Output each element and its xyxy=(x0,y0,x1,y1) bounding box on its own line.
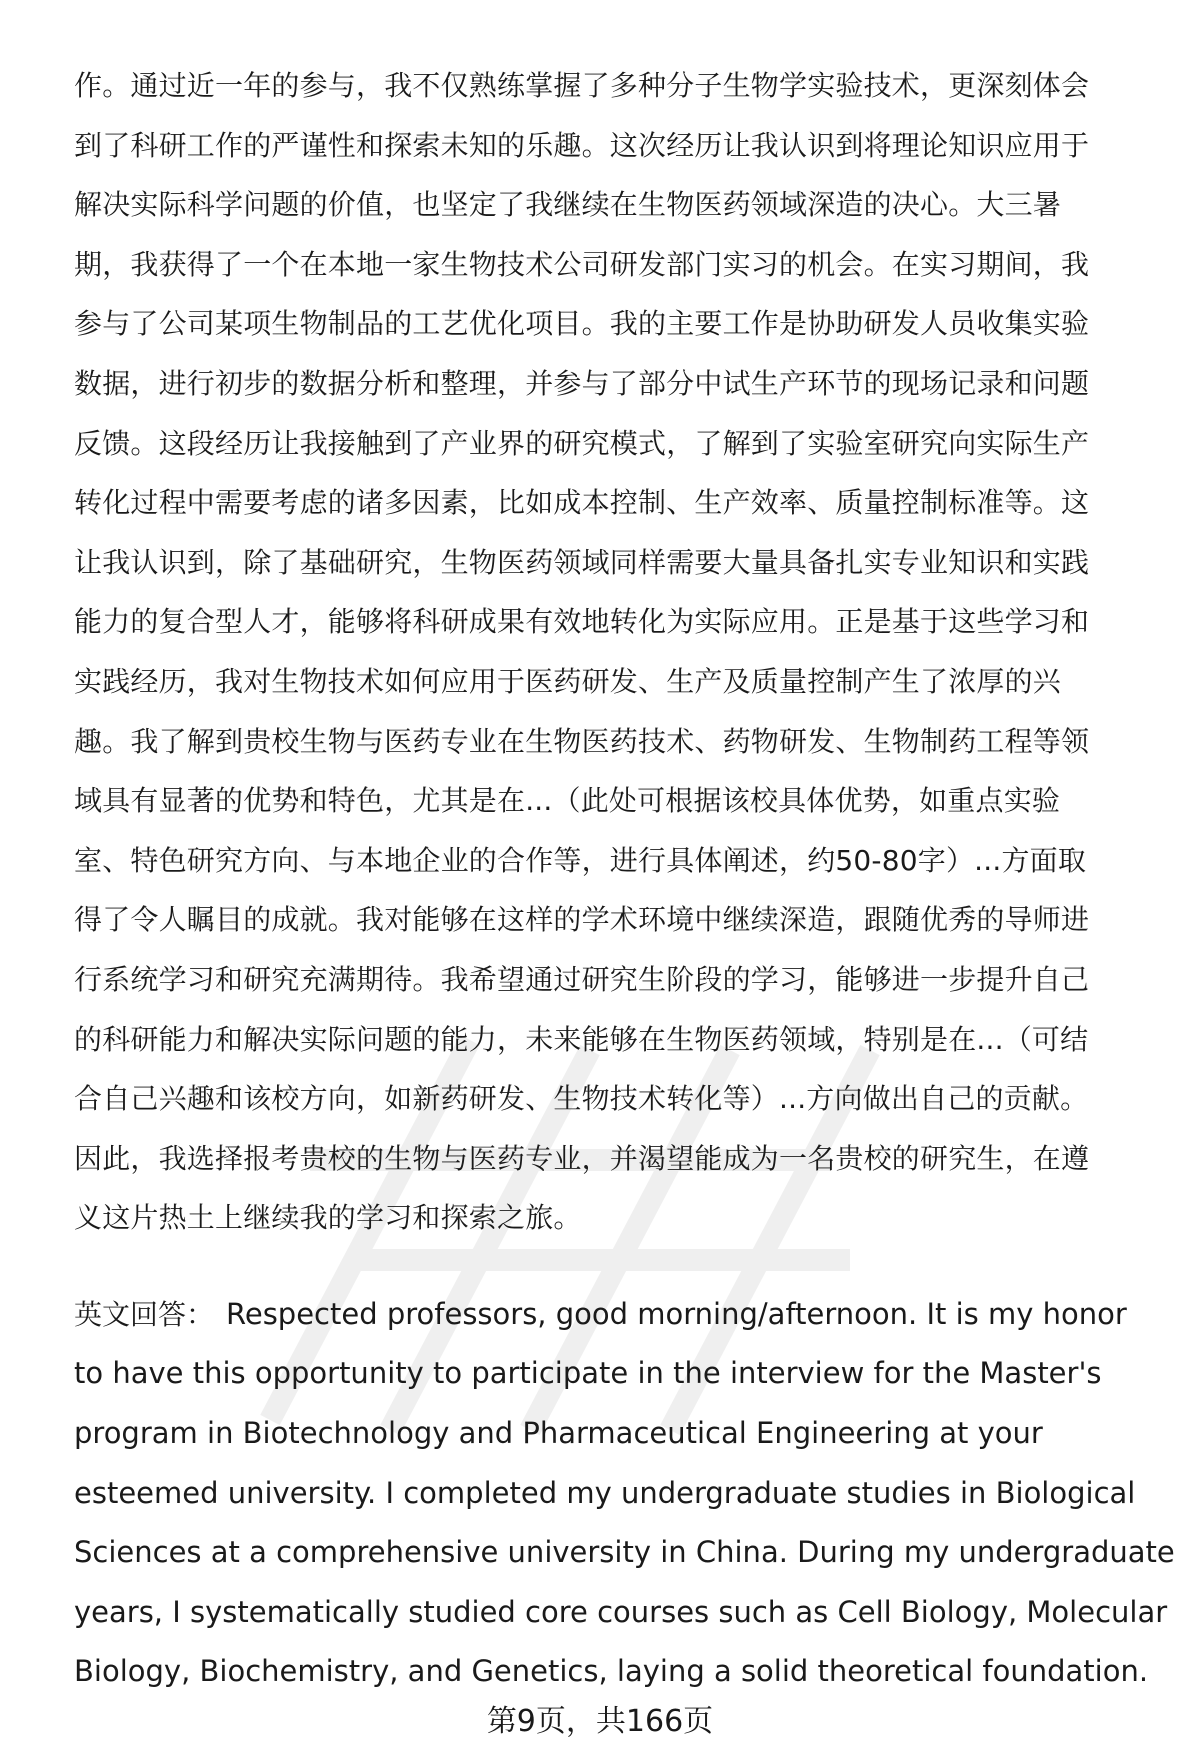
chinese-paragraph-line: 趣。我了解到贵校生物与医药专业在生物医药技术、药物研发、生物制药工程等领 xyxy=(74,724,1090,758)
chinese-paragraph-line: 行系统学习和研究充满期待。我希望通过研究生阶段的学习，能够进一步提升自己 xyxy=(74,962,1090,996)
chinese-paragraph-line: 解决实际科学问题的价值，也坚定了我继续在生物医药领域深造的决心。大三暑 xyxy=(74,188,1062,222)
english-line-text: Respected professors, good morning/afternoon. It is my honor xyxy=(226,1296,1127,1331)
english-paragraph-line: years, I systematically studied core courses such as Cell Biology, Molecular xyxy=(74,1594,1168,1629)
chinese-paragraph-line: 因此，我选择报考贵校的生物与医药专业，并渴望能成为一名贵校的研究生，在遵 xyxy=(74,1141,1090,1175)
english-paragraph-line: esteemed university. I completed my undergraduate studies in Biological xyxy=(74,1475,1136,1510)
document-body xyxy=(74,56,1175,1702)
chinese-paragraph-line: 室、特色研究方向、与本地企业的合作等，进行具体阐述，约50-80字）...方面取 xyxy=(74,843,1087,877)
english-paragraph-line: program in Biotechnology and Pharmaceutical Engineering at your xyxy=(74,1416,1043,1451)
page-number-footer: 第9页，共166页 xyxy=(486,1704,714,1739)
chinese-paragraph-line: 到了科研工作的严谨性和探索未知的乐趣。这次经历让我认识到将理论知识应用于 xyxy=(74,128,1090,162)
chinese-paragraph-line: 反馈。这段经历让我接触到了产业界的研究模式，了解到了实验室研究向实际生产 xyxy=(74,426,1090,460)
chinese-paragraph-line: 得了令人瞩目的成就。我对能够在这样的学术环境中继续深造，跟随优秀的导师进 xyxy=(74,903,1090,937)
chinese-paragraph-line: 的科研能力和解决实际问题的能力，未来能够在生物医药领域，特别是在...（可结 xyxy=(74,1022,1089,1056)
english-answer-label: 英文回答： xyxy=(74,1297,215,1331)
chinese-paragraph-line: 转化过程中需要考虑的诸多因素，比如成本控制、生产效率、质量控制标准等。这 xyxy=(74,486,1090,520)
english-paragraph-line: Biology, Biochemistry, and Genetics, laying a solid theoretical foundation. xyxy=(74,1654,1149,1689)
english-paragraph-line: Sciences at a comprehensive university in China. During my undergraduate xyxy=(74,1535,1175,1570)
chinese-paragraph-line: 义这片热土上继续我的学习和探索之旅。 xyxy=(74,1201,582,1235)
chinese-paragraph-line: 参与了公司某项生物制品的工艺优化项目。我的主要工作是协助研发人员收集实验 xyxy=(74,307,1090,341)
chinese-paragraph-line: 实践经历，我对生物技术如何应用于医药研发、生产及质量控制产生了浓厚的兴 xyxy=(74,664,1062,698)
english-paragraph-line xyxy=(74,1285,1142,1345)
english-paragraph-line: to have this opportunity to participate in the interview for the Master's xyxy=(74,1356,1102,1391)
chinese-paragraph-line: 域具有显著的优势和特色，尤其是在...（此处可根据该校具体优势，如重点实验 xyxy=(74,784,1061,818)
chinese-paragraph-line: 让我认识到，除了基础研究，生物医药领域同样需要大量具备扎实专业知识和实践 xyxy=(74,545,1090,579)
chinese-paragraph-line: 能力的复合型人才，能够将科研成果有效地转化为实际应用。正是基于这些学习和 xyxy=(74,605,1090,639)
paragraph-gap xyxy=(74,1248,1142,1285)
chinese-paragraph-line: 合自己兴趣和该校方向，如新药研发、生物技术转化等）...方向做出自己的贡献。 xyxy=(74,1082,1089,1116)
chinese-paragraph-line: 作。通过近一年的参与，我不仅熟练掌握了多种分子生物学实验技术，更深刻体会 xyxy=(74,69,1090,102)
chinese-paragraph-line: 数据，进行初步的数据分析和整理，并参与了部分中试生产环节的现场记录和问题 xyxy=(74,366,1090,400)
chinese-paragraph-line: 期，我获得了一个在本地一家生物技术公司研发部门实习的机会。在实习期间，我 xyxy=(74,247,1090,281)
